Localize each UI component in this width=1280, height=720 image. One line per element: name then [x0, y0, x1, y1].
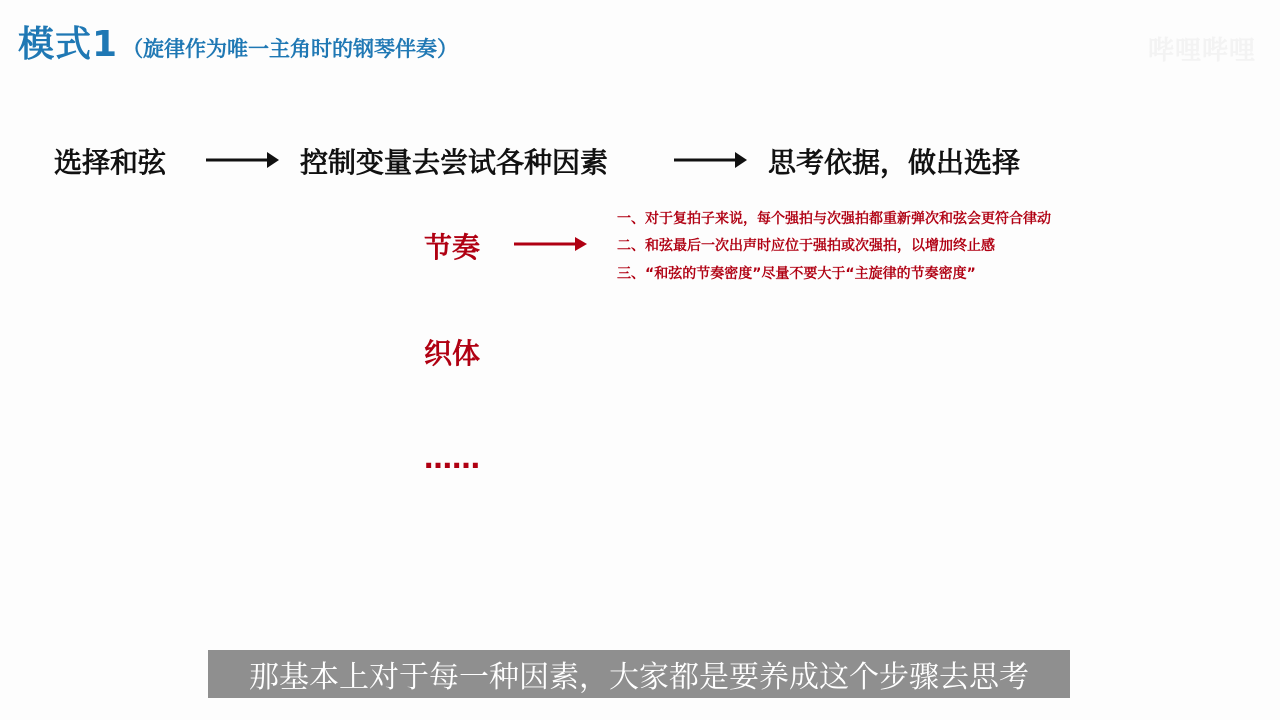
title-subtitle: （旋律作为唯一主角时的钢琴伴奏）: [122, 37, 459, 61]
flow-step-3: 思考依据，做出选择: [768, 146, 1021, 179]
factor-texture: 织体: [424, 337, 481, 370]
flow-arrow-2-icon: [673, 148, 749, 172]
watermark-logo: 哔哩哔哩: [1147, 36, 1256, 66]
rhythm-arrow-icon: [513, 234, 589, 254]
title-main: 模式1: [18, 24, 119, 65]
flow-arrow-1-icon: [205, 148, 281, 172]
slide-title: [18, 16, 459, 65]
flow-step-2: 控制变量去尝试各种因素: [300, 146, 609, 179]
factor-ellipsis: ……: [424, 442, 480, 475]
factor-rhythm: 节奏: [424, 231, 481, 264]
caption-text: 那基本上对于每一种因素，大家都是要养成这个步骤去思考: [249, 660, 1029, 695]
flow-step-1: 选择和弦: [54, 146, 167, 179]
rhythm-rule-1: 一、对于复拍子来说，每个强拍与次强拍都重新弹次和弦会更符合律动: [617, 211, 1051, 227]
rhythm-rule-2: 二、和弦最后一次出声时应位于强拍或次强拍，以增加终止感: [617, 238, 995, 254]
caption-box: [208, 650, 1070, 698]
rhythm-rule-3: 三、“和弦的节奏密度”尽量不要大于“主旋律的节奏密度”: [617, 266, 976, 282]
